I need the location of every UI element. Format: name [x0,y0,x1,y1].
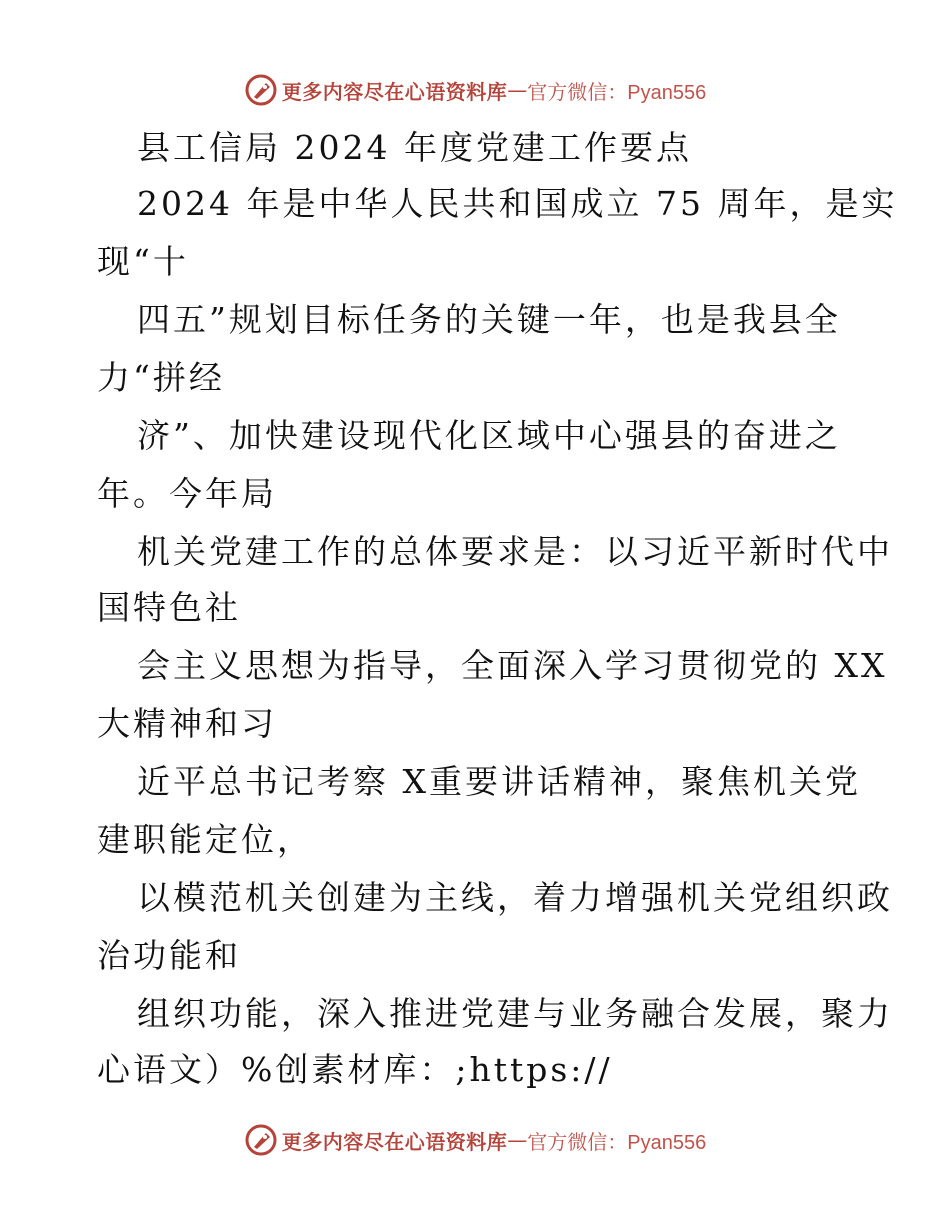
text-line: 会主义思想为指导，全面深入学习贯彻党的 XX [137,646,888,685]
text-line: 四五”规划目标任务的关键一年，也是我县全 [137,300,841,339]
text-line: 力“拼经 [97,358,225,397]
text-line: 大精神和习 [97,704,277,743]
text-line: 组织功能，深入推进党建与业务融合发展，聚力 [137,994,893,1033]
watermark-separator: — [507,78,528,102]
text-line: 近平总书记考察 X重要讲话精神，聚焦机关党 [137,762,861,801]
watermark-contact: 官方微信：Pyan556 [527,1131,707,1154]
pen-nib-logo-icon [244,1123,278,1157]
watermark-text: 更多内容尽在心语资料库 [281,79,508,104]
text-line: 年。今年局 [97,474,277,513]
text-line: 心语文）%创素材库：;https:// [97,1050,613,1089]
pen-nib-logo-icon [244,73,278,107]
header-watermark [0,70,950,110]
text-line: 治功能和 [97,936,241,975]
footer-watermark [0,1120,950,1160]
text-line: 机关党建工作的总体要求是：以习近平新时代中 [137,532,893,571]
watermark-contact: 官方微信：Pyan556 [527,81,707,104]
text-line: 济”、加快建设现代化区域中心强县的奋进之 [137,416,841,455]
watermark-text: 更多内容尽在心语资料库 [281,1129,508,1154]
document-title: 县工信局 2024 年度党建工作要点 [137,128,692,167]
watermark-separator: — [507,1128,528,1152]
text-line: 2024 年是中华人民共和国成立 75 周年，是实 [137,184,898,223]
text-line: 现“十 [97,242,189,281]
text-line: 建职能定位， [97,820,313,859]
text-line: 以模范机关创建为主线，着力增强机关党组织政 [137,878,893,917]
text-line: 国特色社 [97,588,241,627]
